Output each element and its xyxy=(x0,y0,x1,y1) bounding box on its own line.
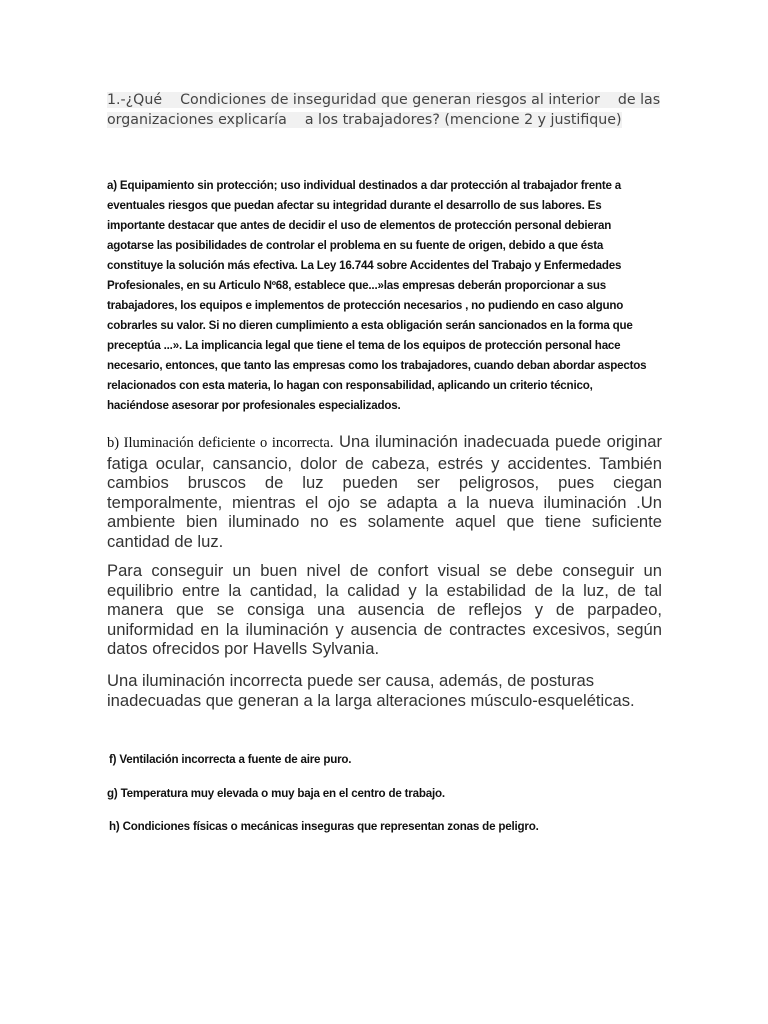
answer-b-label: b) Iluminación deficiente o incorrecta. xyxy=(107,435,334,451)
item-h: h) Condiciones físicas o mecánicas inseguras que representan zonas de peligro. xyxy=(109,820,539,833)
question-line-1: 1.-¿Qué Condiciones de inseguridad que generan riesgos al interior de las xyxy=(107,92,661,108)
question-heading xyxy=(107,90,667,130)
item-g: g) Temperatura muy elevada o muy baja en el centro de trabajo. xyxy=(107,787,445,800)
posture-paragraph: Una iluminación incorrecta puede ser causa, además, de posturas inadecuadas que generan a la larga alteraciones músculo-esqueléticas. xyxy=(107,671,635,710)
answer-b-paragraph xyxy=(107,432,662,551)
answer-b-text: Una iluminación inadecuada puede originar fatiga ocular, cansancio, dolor de cabeza, estrés y accidentes. También cambios bruscos de luz pueden ser peligrosos, pues ciegan temporalmente, mientras el ojo se adapta a la nueva iluminación .Un ambiente bien iluminado no es solamente aquel que tiene suficiente cantidad de luz. xyxy=(107,432,663,551)
question-line-2: organizaciones explicaría a los trabajadores? (mencione 2 y justifique) xyxy=(107,112,622,128)
answer-a-paragraph: a) Equipamiento sin protección; uso individual destinados a dar protección al trabajador frente a eventuales riesgos que puedan afectar su integridad durante el desarrollo de sus labores. Es importante destacar que antes de decidir el uso de elementos de protección personal debieran agotarse las posibilidades de controlar el problema en su fuente de origen, debido a que ésta constituye la solución más efectiva. La Ley 16.744 sobre Accidentes del Trabajo y Enfermedades Profesionales, en su Articulo Nº68, establece que...»las empresas deberán proporcionar a sus trabajadores, los equipos e implementos de protección necesarios , no pudiendo en caso alguno cobrarles su valor. Si no dieren cumplimiento a esta obligación serán sancionados en la forma que preceptúa ...». La implicancia legal que tiene el tema de los equipos de protección personal hace necesario, entonces, que tanto las empresas como los trabajadores, cuando deban abordar aspectos relacionados con esta materia, lo hagan con responsabilidad, aplicando un criterio técnico, haciéndose asesorar por profesionales especializados. xyxy=(107,179,647,412)
visual-comfort-paragraph: Para conseguir un buen nivel de confort visual se debe conseguir un equilibrio entre la cantidad, la calidad y la estabilidad de la luz, de tal manera que se consiga una ausencia de reflejos y de parpadeo, uniformidad en la iluminación y ausencia de contractes excesivos, según datos ofrecidos por Havells Sylvania. xyxy=(107,561,662,658)
item-f: f) Ventilación incorrecta a fuente de aire puro. xyxy=(109,753,352,766)
